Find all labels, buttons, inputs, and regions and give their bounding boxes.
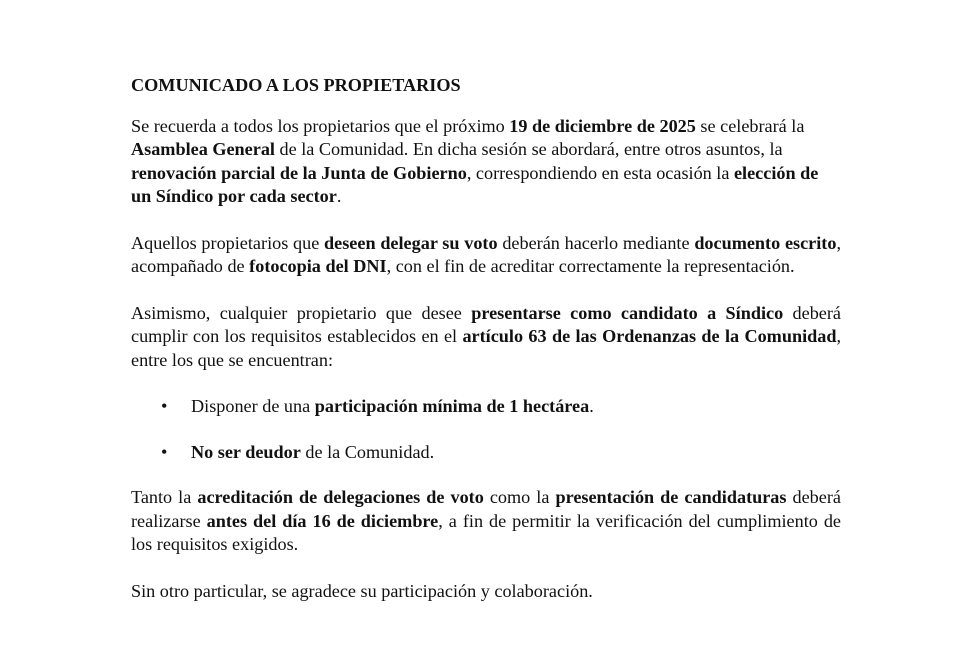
bold-dni-copy: fotocopia del DNI	[249, 256, 387, 276]
text-run: como la	[483, 487, 556, 507]
bold-election: elección de un Síndico por cada sector	[131, 162, 819, 206]
text-run: de la Comunidad.	[300, 441, 435, 462]
bold-assembly: Asamblea General	[131, 139, 275, 159]
bold-article-63: artículo 63 de las Ordenanzas de la Comunidad	[462, 326, 837, 346]
bold-deadline-date: antes del día 16 de diciembre	[206, 510, 439, 531]
bold-vote-accreditation: acreditación de delegaciones de voto	[197, 487, 484, 507]
bullet-icon: •	[161, 441, 168, 462]
text-run: , acompañado de	[131, 232, 841, 276]
bold-date: 19 de diciembre de 2025	[509, 115, 696, 136]
paragraph-deadline	[131, 486, 841, 557]
list-item	[131, 395, 841, 419]
bold-delegate-vote: deseen delegar su voto	[324, 232, 498, 253]
text-run: deberán hacerlo mediante	[497, 232, 695, 253]
bold-not-debtor: No ser deudor	[191, 441, 301, 462]
bold-renewal: renovación parcial de la Junta de Gobierno	[131, 162, 467, 183]
requirements-list	[131, 395, 841, 464]
text-run: Disponer de una	[191, 396, 315, 416]
bullet-icon: •	[161, 396, 168, 416]
bold-min-participation: participación mínima de 1 hectárea	[314, 396, 590, 416]
document-title: COMUNICADO A LOS PROPIETARIOS	[131, 75, 461, 95]
text-run: Se recuerda a todos los propietarios que el próximo	[131, 115, 510, 136]
paragraph-vote-delegation	[131, 232, 841, 279]
text-run: deberá cumplir con los requisitos establecidos en el	[131, 302, 841, 346]
bold-candidate: presentarse como candidato a Síndico	[471, 302, 784, 323]
text-run: .	[589, 396, 594, 416]
text-run: Tanto la	[131, 487, 198, 507]
bold-candidacy-submission: presentación de candidaturas	[555, 487, 787, 507]
text-run: .	[336, 186, 342, 206]
paragraph-candidacy	[131, 302, 841, 373]
text-run: de la Comunidad. En dicha sesión se abordará, entre otros asuntos, la	[274, 139, 783, 159]
list-item	[131, 441, 841, 465]
text-run: , correspondiendo en esta ocasión la	[466, 162, 734, 183]
text-run: deberá realizarse	[131, 487, 841, 531]
text-run: se celebrará la	[695, 115, 805, 136]
text-run: , a fin de permitir la verificación del cumplimiento de los requisitos exigidos.	[131, 510, 841, 554]
bold-written-document: documento escrito	[694, 232, 837, 253]
paragraph-closing: Sin otro particular, se agradece su participación y colaboración.	[131, 580, 593, 601]
text-run: Aquellos propietarios que	[131, 232, 325, 253]
text-run: , con el fin de acreditar correctamente la representación.	[386, 256, 795, 276]
document-body	[131, 74, 841, 626]
paragraph-assembly-notice	[131, 115, 841, 209]
text-run: , entre los que se encuentran:	[131, 326, 841, 370]
text-run: Asimismo, cualquier propietario que desee	[131, 302, 472, 323]
